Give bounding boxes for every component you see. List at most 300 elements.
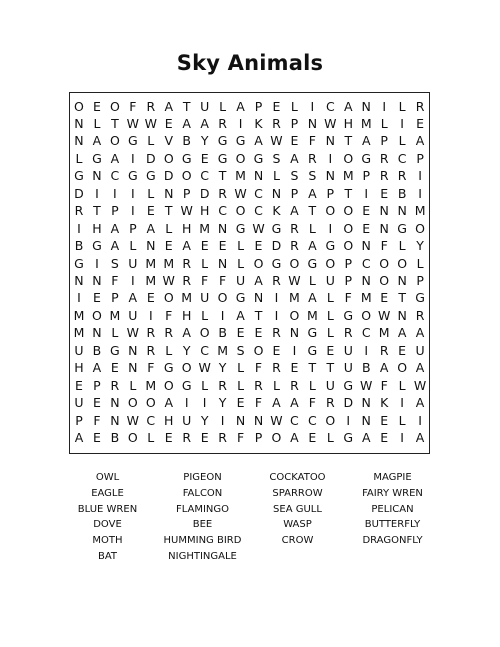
grid-letter: U: [200, 290, 210, 306]
grid-letter: E: [380, 430, 389, 446]
grid-letter: Y: [416, 238, 424, 254]
grid-letter: A: [361, 430, 371, 446]
grid-letter: S: [236, 342, 245, 358]
grid-letter: A: [361, 133, 371, 149]
grid-letter: R: [146, 325, 156, 341]
grid-letter: M: [163, 255, 175, 271]
grid-letter: A: [254, 273, 263, 288]
grid-row: [70, 395, 429, 412]
grid-letter: R: [272, 325, 281, 341]
grid-letter: U: [235, 273, 246, 288]
grid-letter: N: [164, 185, 174, 201]
grid-letter: R: [379, 168, 389, 184]
grid-letter: C: [200, 168, 210, 184]
grid-letter: L: [272, 168, 280, 184]
word-list-item: FALCON: [182, 487, 223, 499]
grid-letter: G: [92, 150, 102, 166]
grid-letter: C: [397, 150, 407, 166]
word-list-item: HUMMING BIRD: [163, 535, 242, 547]
grid-letter: G: [74, 168, 84, 184]
grid-letter: O: [235, 203, 246, 219]
grid-letter: I: [364, 185, 369, 201]
grid-letter: A: [415, 360, 425, 376]
grid-letter: M: [109, 307, 121, 323]
grid-letter: P: [254, 430, 263, 446]
grid-letter: T: [182, 98, 191, 114]
grid-letter: L: [201, 307, 209, 323]
grid-letter: T: [398, 290, 406, 306]
grid-letter: R: [379, 150, 389, 166]
grid-letter: M: [73, 307, 85, 323]
grid-row: [70, 186, 429, 203]
grid-letter: R: [164, 325, 174, 341]
grid-row: [70, 238, 429, 255]
grid-letter: L: [111, 325, 119, 341]
grid-letter: R: [182, 430, 192, 446]
word-column: [345, 470, 440, 549]
grid-letter: O: [127, 430, 138, 446]
grid-letter: E: [398, 342, 407, 358]
grid-letter: R: [218, 377, 227, 393]
word-list-item: SEA GULL: [273, 503, 322, 515]
grid-letter: G: [127, 168, 138, 184]
grid-letter: M: [360, 115, 372, 131]
grid-letter: M: [360, 290, 372, 306]
grid-letter: P: [75, 412, 83, 428]
grid-letter: O: [109, 133, 120, 149]
grid-letter: S: [308, 168, 317, 184]
grid-letter: I: [130, 203, 135, 219]
grid-letter: O: [325, 255, 336, 271]
grid-letter: A: [308, 290, 317, 306]
grid-letter: N: [361, 98, 371, 114]
word-list-item: BAT: [97, 550, 118, 562]
grid-letter: W: [126, 412, 140, 428]
grid-letter: G: [271, 220, 282, 236]
word-list-item: EAGLE: [91, 487, 124, 499]
grid-letter: E: [218, 238, 227, 254]
word-column: [155, 470, 250, 565]
grid-letter: I: [382, 98, 387, 114]
grid-letter: B: [218, 325, 227, 341]
word-list-item: WASP: [283, 519, 312, 531]
grid-letter: R: [272, 115, 281, 131]
grid-letter: M: [73, 325, 85, 341]
grid-letter: I: [77, 290, 81, 306]
grid-letter: E: [200, 238, 209, 254]
grid-letter: C: [361, 325, 371, 341]
grid-row: [70, 360, 429, 377]
grid-row: [70, 116, 429, 133]
grid-letter: O: [74, 98, 84, 114]
grid-letter: A: [164, 98, 174, 114]
grid-letter: I: [292, 342, 297, 358]
grid-letter: W: [270, 133, 283, 149]
grid-letter: N: [289, 325, 300, 341]
grid-letter: I: [113, 185, 117, 201]
grid-letter: W: [126, 325, 140, 341]
grid-letter: O: [127, 395, 138, 411]
grid-letter: F: [93, 412, 101, 428]
grid-letter: L: [201, 255, 209, 271]
grid-letter: E: [164, 430, 173, 446]
grid-letter: D: [271, 238, 282, 254]
grid-letter: C: [200, 342, 210, 358]
grid-letter: P: [344, 255, 353, 271]
grid-letter: G: [163, 360, 174, 376]
grid-letter: C: [361, 255, 371, 271]
grid-letter: A: [415, 133, 425, 149]
grid-row: [70, 273, 429, 290]
grid-letter: T: [308, 203, 317, 219]
grid-letter: N: [325, 168, 335, 184]
grid-letter: A: [146, 220, 156, 236]
grid-letter: O: [379, 255, 390, 271]
grid-letter: I: [148, 307, 153, 323]
grid-letter: N: [361, 273, 371, 288]
grid-letter: P: [111, 203, 119, 219]
grid-letter: R: [110, 377, 120, 393]
grid-letter: M: [217, 342, 228, 358]
grid-letter: F: [254, 360, 263, 376]
grid-letter: E: [110, 360, 119, 376]
grid-letter: A: [74, 430, 84, 446]
grid-letter: N: [379, 203, 389, 219]
grid-letter: A: [415, 325, 425, 341]
grid-letter: E: [92, 430, 101, 446]
grid-letter: L: [308, 273, 316, 288]
grid-letter: T: [254, 307, 263, 323]
grid-letter: R: [74, 203, 84, 219]
grid-letter: F: [219, 273, 227, 288]
grid-letter: P: [93, 377, 101, 393]
grid-letter: L: [147, 185, 155, 201]
grid-letter: O: [181, 168, 192, 184]
grid-letter: C: [254, 185, 263, 201]
grid-letter: F: [147, 360, 155, 376]
grid-letter: C: [146, 412, 156, 428]
grid-letter: O: [361, 307, 372, 323]
grid-letter: P: [111, 290, 119, 306]
grid-letter: A: [110, 150, 120, 166]
page-title: Sky Animals: [176, 51, 324, 75]
grid-letter: I: [238, 115, 243, 131]
grid-letter: W: [180, 203, 193, 219]
grid-letter: R: [182, 255, 192, 271]
grid-letter: M: [145, 273, 157, 288]
grid-letter: N: [253, 290, 264, 306]
grid-letter: N: [235, 412, 246, 428]
grid-letter: O: [181, 360, 192, 376]
grid-letter: L: [398, 238, 406, 254]
grid-letter: O: [325, 412, 336, 428]
grid-letter: B: [92, 342, 102, 358]
grid-letter: L: [326, 307, 334, 323]
grid-letter: F: [308, 133, 316, 149]
grid-letter: G: [145, 168, 156, 184]
grid-letter: R: [308, 150, 317, 166]
grid-letter: L: [147, 133, 155, 149]
grid-row: [70, 430, 429, 447]
grid-letter: A: [200, 115, 209, 131]
grid-letter: R: [415, 98, 425, 114]
grid-letter: O: [271, 430, 282, 446]
grid-letter: H: [199, 203, 210, 219]
grid-letter: W: [162, 273, 175, 288]
grid-letter: O: [92, 307, 102, 323]
grid-letter: F: [201, 273, 209, 288]
grid-letter: M: [235, 168, 246, 184]
word-search-grid: [69, 92, 430, 454]
grid-letter: K: [380, 395, 389, 411]
grid-letter: I: [400, 430, 404, 446]
grid-letter: T: [308, 360, 317, 376]
grid-letter: N: [361, 238, 371, 254]
grid-letter: M: [145, 255, 157, 271]
grid-letter: V: [164, 133, 174, 149]
word-list-item: SPARROW: [272, 487, 323, 499]
grid-letter: O: [163, 290, 174, 306]
grid-letter: E: [164, 115, 173, 131]
grid-letter: N: [110, 412, 120, 428]
grid-letter: O: [343, 203, 354, 219]
grid-letter: S: [110, 255, 119, 271]
grid-letter: A: [254, 133, 263, 149]
grid-row: [70, 168, 429, 185]
grid-letter: L: [237, 238, 245, 254]
grid-letter: L: [237, 377, 245, 393]
word-list-item: BEE: [192, 519, 213, 531]
grid-letter: A: [236, 307, 245, 323]
grid-letter: O: [109, 98, 120, 114]
grid-letter: F: [254, 395, 263, 411]
grid-letter: N: [361, 412, 371, 428]
grid-letter: E: [236, 325, 245, 341]
grid-letter: A: [397, 325, 407, 341]
grid-letter: U: [343, 360, 353, 376]
grid-letter: L: [165, 220, 173, 236]
grid-letter: N: [217, 255, 228, 271]
grid-letter: B: [361, 360, 371, 376]
grid-letter: L: [398, 377, 406, 393]
grid-letter: L: [416, 255, 424, 271]
grid-letter: A: [415, 395, 425, 411]
grid-letter: I: [77, 220, 81, 236]
grid-letter: W: [288, 273, 301, 288]
grid-letter: O: [325, 203, 336, 219]
grid-letter: G: [307, 325, 318, 341]
grid-letter: O: [253, 342, 264, 358]
grid-letter: R: [290, 238, 299, 254]
grid-row: [70, 378, 429, 395]
grid-letter: U: [200, 98, 210, 114]
grid-letter: W: [252, 220, 265, 236]
grid-letter: E: [290, 133, 299, 149]
word-list-item: PIGEON: [183, 472, 222, 483]
grid-letter: M: [306, 307, 318, 323]
grid-letter: A: [92, 360, 102, 376]
grid-letter: T: [164, 203, 173, 219]
grid-letter: N: [128, 342, 138, 358]
grid-letter: L: [75, 150, 83, 166]
grid-letter: M: [181, 290, 193, 306]
grid-letter: E: [200, 150, 209, 166]
grid-row: [70, 290, 429, 307]
grid-letter: O: [163, 377, 174, 393]
grid-letter: A: [182, 115, 191, 131]
grid-letter: G: [343, 430, 354, 446]
grid-letter: O: [397, 255, 408, 271]
grid-row: [70, 343, 429, 360]
grid-letter: G: [74, 255, 84, 271]
grid-letter: A: [290, 430, 299, 446]
grid-letter: G: [307, 342, 318, 358]
grid-letter: R: [146, 342, 156, 358]
grid-letter: I: [95, 255, 99, 271]
grid-letter: G: [235, 133, 246, 149]
grid-letter: I: [220, 412, 225, 428]
grid-letter: L: [380, 115, 388, 131]
grid-letter: F: [236, 430, 245, 446]
grid-letter: A: [182, 238, 191, 254]
grid-letter: R: [254, 377, 263, 393]
grid-letter: N: [110, 395, 120, 411]
grid-letter: E: [254, 238, 263, 254]
grid-letter: H: [181, 220, 192, 236]
grid-letter: R: [272, 273, 281, 288]
grid-row: [70, 256, 429, 273]
grid-letter: P: [326, 185, 335, 201]
grid-letter: D: [145, 150, 156, 166]
grid-letter: Y: [200, 412, 209, 428]
grid-letter: S: [290, 168, 299, 184]
word-column: [250, 470, 345, 549]
grid-letter: N: [307, 115, 318, 131]
grid-letter: E: [75, 377, 83, 393]
grid-letter: W: [324, 115, 337, 131]
grid-letter: O: [289, 307, 300, 323]
grid-letter: K: [254, 115, 263, 131]
grid-letter: T: [93, 203, 101, 219]
grid-letter: E: [164, 238, 173, 254]
grid-letter: M: [414, 203, 426, 219]
grid-letter: M: [199, 220, 211, 236]
grid-letter: O: [163, 150, 174, 166]
grid-letter: G: [235, 220, 246, 236]
grid-letter: W: [270, 412, 283, 428]
grid-letter: B: [397, 185, 407, 201]
grid-letter: O: [289, 255, 300, 271]
grid-letter: I: [220, 307, 225, 323]
grid-letter: K: [272, 203, 281, 219]
grid-letter: N: [92, 168, 102, 184]
grid-letter: F: [111, 273, 119, 288]
grid-letter: N: [379, 220, 389, 236]
grid-letter: L: [165, 342, 173, 358]
grid-letter: D: [199, 185, 210, 201]
grid-letter: L: [147, 430, 155, 446]
grid-letter: I: [400, 395, 404, 411]
grid-letter: C: [110, 168, 120, 184]
grid-letter: I: [418, 412, 422, 428]
grid-row: [70, 133, 429, 150]
grid-letter: I: [202, 395, 207, 411]
grid-letter: E: [380, 290, 389, 306]
grid-row: [70, 308, 429, 325]
grid-letter: T: [111, 115, 119, 131]
grid-letter: G: [397, 220, 407, 236]
grid-row: [70, 151, 429, 168]
grid-letter: R: [182, 273, 192, 288]
grid-letter: H: [164, 412, 174, 428]
grid-letter: E: [254, 325, 263, 341]
grid-letter: A: [110, 220, 120, 236]
grid-letter: G: [92, 238, 102, 254]
grid-letter: A: [110, 238, 120, 254]
grid-letter: G: [415, 290, 425, 306]
grid-letter: N: [397, 307, 407, 323]
grid-letter: U: [74, 342, 84, 358]
grid-letter: N: [397, 203, 407, 219]
grid-letter: C: [254, 203, 263, 219]
grid-letter: R: [290, 377, 299, 393]
grid-letter: P: [254, 98, 263, 114]
grid-row: [70, 413, 429, 430]
grid-letter: T: [344, 133, 353, 149]
word-list-item: PELICAN: [371, 503, 414, 515]
grid-letter: I: [346, 412, 351, 428]
grid-letter: I: [130, 185, 135, 201]
grid-letter: F: [380, 238, 388, 254]
grid-letter: A: [272, 395, 281, 411]
grid-letter: U: [325, 377, 335, 393]
grid-letter: R: [146, 98, 156, 114]
grid-letter: I: [364, 342, 369, 358]
grid-row: [70, 99, 429, 116]
grid-letter: N: [325, 133, 335, 149]
grid-letter: L: [398, 98, 406, 114]
grid-letter: R: [325, 395, 335, 411]
grid-letter: L: [398, 133, 406, 149]
grid-letter: L: [219, 98, 227, 114]
grid-letter: H: [74, 360, 84, 376]
grid-letter: N: [217, 220, 228, 236]
grid-letter: P: [182, 185, 191, 201]
grid-letter: L: [326, 290, 334, 306]
grid-letter: W: [377, 307, 391, 323]
grid-letter: E: [200, 430, 209, 446]
grid-letter: A: [290, 203, 299, 219]
grid-letter: G: [181, 150, 192, 166]
grid-letter: E: [380, 412, 389, 428]
grid-letter: A: [379, 360, 389, 376]
grid-letter: N: [253, 168, 264, 184]
word-list-item: BUTTERFLY: [364, 519, 421, 531]
grid-letter: R: [397, 168, 407, 184]
grid-letter: L: [308, 220, 316, 236]
grid-row: [70, 221, 429, 238]
grid-letter: N: [92, 325, 102, 341]
grid-letter: R: [218, 115, 227, 131]
grid-letter: U: [182, 412, 192, 428]
grid-letter: I: [274, 290, 279, 306]
grid-letter: O: [253, 255, 264, 271]
grid-letter: A: [343, 98, 353, 114]
grid-letter: L: [326, 430, 334, 446]
grid-letter: N: [74, 115, 84, 131]
grid-letter: C: [218, 203, 227, 219]
grid-letter: D: [343, 395, 354, 411]
